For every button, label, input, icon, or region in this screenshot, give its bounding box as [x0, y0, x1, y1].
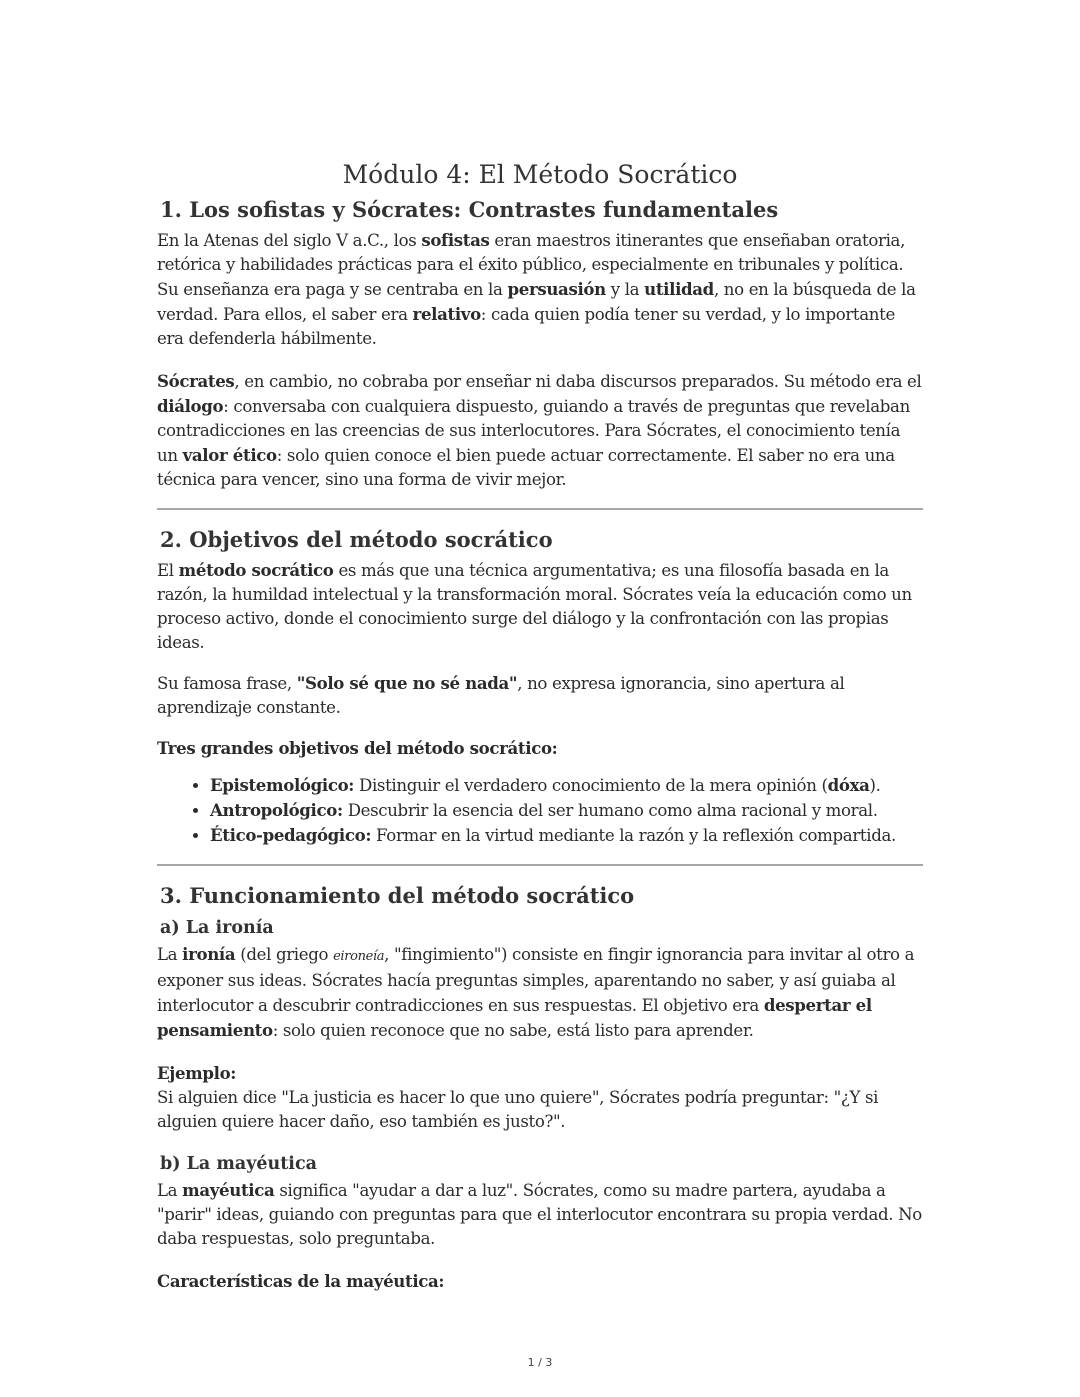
objectives-list	[157, 773, 923, 848]
list-item: • Epistemológico: Distinguir el verdadero conocimiento de la mera opinión (dóxa).	[210, 773, 923, 798]
section-3-heading: 3. Funcionamiento del método socrático	[160, 883, 635, 908]
section-2-paragraph-1: El método socrático es más que una técnica argumentativa; es una filosofía basada en la razón, la humildad intelectual y la transformación moral. Sócrates veía la educación como un proceso activo, donde el conocimiento surge del diálogo y la confrontación con las propias ideas.	[157, 560, 912, 652]
example-text: Si alguien dice "La justicia es hacer lo que uno quiere", Sócrates podría preguntar: "¿Y si alguien quiere hacer daño, eso también es justo?".	[157, 1088, 879, 1131]
subsection-a-heading: a) La ironía	[160, 918, 274, 938]
objectives-list-heading: Tres grandes objetivos del método socrático:	[157, 738, 558, 758]
section-1-paragraph-1: En la Atenas del siglo V a.C., los sofistas eran maestros itinerantes que enseñaban oratoria, retórica y habilidades prácticas para el éxito público, especialmente en tribunales y política. Su enseñanza era paga y se centraba en la persuasión y la utilidad, no en la búsqueda de la verdad. Para ellos, el saber era relativo: cada quien podía tener su verdad, y lo importante era defenderla hábilmente.	[157, 230, 916, 348]
section-1-paragraph-2: Sócrates, en cambio, no cobraba por enseñar ni daba discursos preparados. Su método era el diálogo: conversaba con cualquiera dispuesto, guiando a través de preguntas que revelaban contradicciones en las creencias de sus interlocutores. Para Sócrates, el conocimiento tenía un valor ético: solo quien conoce el bien puede actuar correctamente. El saber no era una técnica para vencer, sino una forma de vivir mejor.	[157, 371, 922, 489]
maieutics-paragraph: La mayéutica significa "ayudar a dar a luz". Sócrates, como su madre partera, ayudaba a "parir" ideas, guiando con preguntas para que el interlocutor encontrara su propia verdad. No daba respuestas, solo preguntaba.	[157, 1180, 922, 1248]
list-item: • Ético-pedagógico: Formar en la virtud mediante la razón y la reflexión compartida.	[210, 823, 923, 848]
subsection-b-heading: b) La mayéutica	[160, 1154, 317, 1174]
maieutics-list-heading: Características de la mayéutica:	[157, 1271, 445, 1291]
irony-paragraph: La ironía (del griego eironeía, "fingimiento") consiste en fingir ignorancia para invitar al otro a exponer sus ideas. Sócrates hacía preguntas simples, aparentando no saber, y así guiaba al interlocutor a descubrir contradicciones en sus respuestas. El objetivo era despertar el pensamiento: solo quien reconoce que no sabe, está listo para aprender.	[157, 944, 915, 1040]
example-label: Ejemplo:	[157, 1063, 237, 1083]
page-number: 1 / 3	[527, 1356, 553, 1369]
section-divider	[157, 864, 923, 866]
page-title: Módulo 4: El Método Socrático	[342, 160, 738, 189]
section-2-heading: 2. Objetivos del método socrático	[160, 527, 553, 552]
section-1-heading: 1. Los sofistas y Sócrates: Contrastes fundamentales	[160, 197, 779, 222]
list-item: • Antropológico: Descubrir la esencia del ser humano como alma racional y moral.	[210, 798, 923, 823]
section-2-paragraph-2: Su famosa frase, "Solo sé que no sé nada", no expresa ignorancia, sino apertura al aprendizaje constante.	[157, 673, 845, 717]
document-page	[157, 156, 923, 1294]
section-divider	[157, 508, 923, 510]
